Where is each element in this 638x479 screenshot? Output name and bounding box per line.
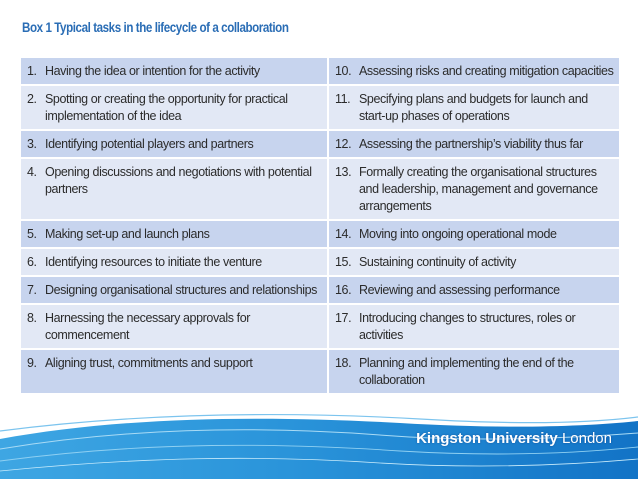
brand-location: London	[561, 430, 612, 447]
task-cell	[328, 57, 620, 85]
task-cell	[20, 85, 328, 130]
task-number: 14.	[335, 227, 352, 241]
task-text: Identifying resources to initiate the venture	[45, 255, 262, 269]
task-number: 1.	[27, 64, 37, 78]
task-number: 5.	[27, 227, 37, 241]
task-text: Introducing changes to structures, roles or activities	[359, 311, 576, 342]
kingston-university-logo	[416, 430, 612, 447]
task-cell	[328, 304, 620, 349]
task-text: Planning and implementing the end of the collaboration	[359, 356, 574, 387]
task-number: 17.	[335, 311, 352, 325]
table-row	[20, 220, 620, 248]
task-text: Sustaining continuity of activity	[359, 255, 517, 269]
table-row	[20, 85, 620, 130]
table-row	[20, 248, 620, 276]
task-number: 18.	[335, 356, 352, 370]
task-number: 11.	[335, 92, 351, 106]
task-number: 8.	[27, 311, 37, 325]
task-cell	[20, 349, 328, 394]
task-cell	[20, 130, 328, 158]
task-cell	[328, 248, 620, 276]
task-cell	[20, 276, 328, 304]
task-cell	[328, 220, 620, 248]
task-text: Moving into ongoing operational mode	[359, 227, 557, 241]
task-cell	[20, 248, 328, 276]
table-row	[20, 158, 620, 220]
task-number: 10.	[335, 64, 352, 78]
task-cell	[328, 85, 620, 130]
task-number: 16.	[335, 283, 352, 297]
task-cell	[328, 349, 620, 394]
task-text: Assessing risks and creating mitigation capacities	[359, 64, 614, 78]
table-row	[20, 57, 620, 85]
task-cell	[20, 220, 328, 248]
task-text: Opening discussions and negotiations with potential partners	[45, 165, 312, 196]
task-text: Specifying plans and budgets for launch and start-up phases of operations	[359, 92, 588, 123]
task-number: 15.	[335, 255, 352, 269]
box-title: Box 1 Typical tasks in the lifecycle of a collaboration	[22, 20, 289, 35]
task-text: Aligning trust, commitments and support	[45, 356, 253, 370]
brand-name: Kingston University	[416, 430, 558, 447]
table-row	[20, 276, 620, 304]
task-text: Formally creating the organisational structures and leadership, management and governance arrangements	[359, 165, 598, 213]
task-cell	[20, 304, 328, 349]
task-text: Identifying potential players and partners	[45, 137, 254, 151]
task-cell	[328, 158, 620, 220]
task-number: 6.	[27, 255, 37, 269]
task-number: 3.	[27, 137, 37, 151]
task-number: 4.	[27, 165, 37, 179]
task-number: 2.	[27, 92, 37, 106]
table-row	[20, 349, 620, 394]
task-cell	[328, 130, 620, 158]
task-number: 12.	[335, 137, 352, 151]
task-number: 7.	[27, 283, 37, 297]
tasks-table	[19, 56, 621, 395]
task-text: Having the idea or intention for the activity	[45, 64, 260, 78]
task-text: Harnessing the necessary approvals for commencement	[45, 311, 251, 342]
task-cell	[20, 57, 328, 85]
task-text: Spotting or creating the opportunity for practical implementation of the idea	[45, 92, 288, 123]
task-cell	[328, 276, 620, 304]
task-text: Designing organisational structures and relationships	[45, 283, 318, 297]
task-text: Assessing the partnership’s viability thus far	[359, 137, 583, 151]
task-number: 9.	[27, 356, 37, 370]
table-row	[20, 130, 620, 158]
task-text: Reviewing and assessing performance	[359, 283, 560, 297]
task-cell	[20, 158, 328, 220]
task-text: Making set-up and launch plans	[45, 227, 210, 241]
task-number: 13.	[335, 165, 352, 179]
table-row	[20, 304, 620, 349]
